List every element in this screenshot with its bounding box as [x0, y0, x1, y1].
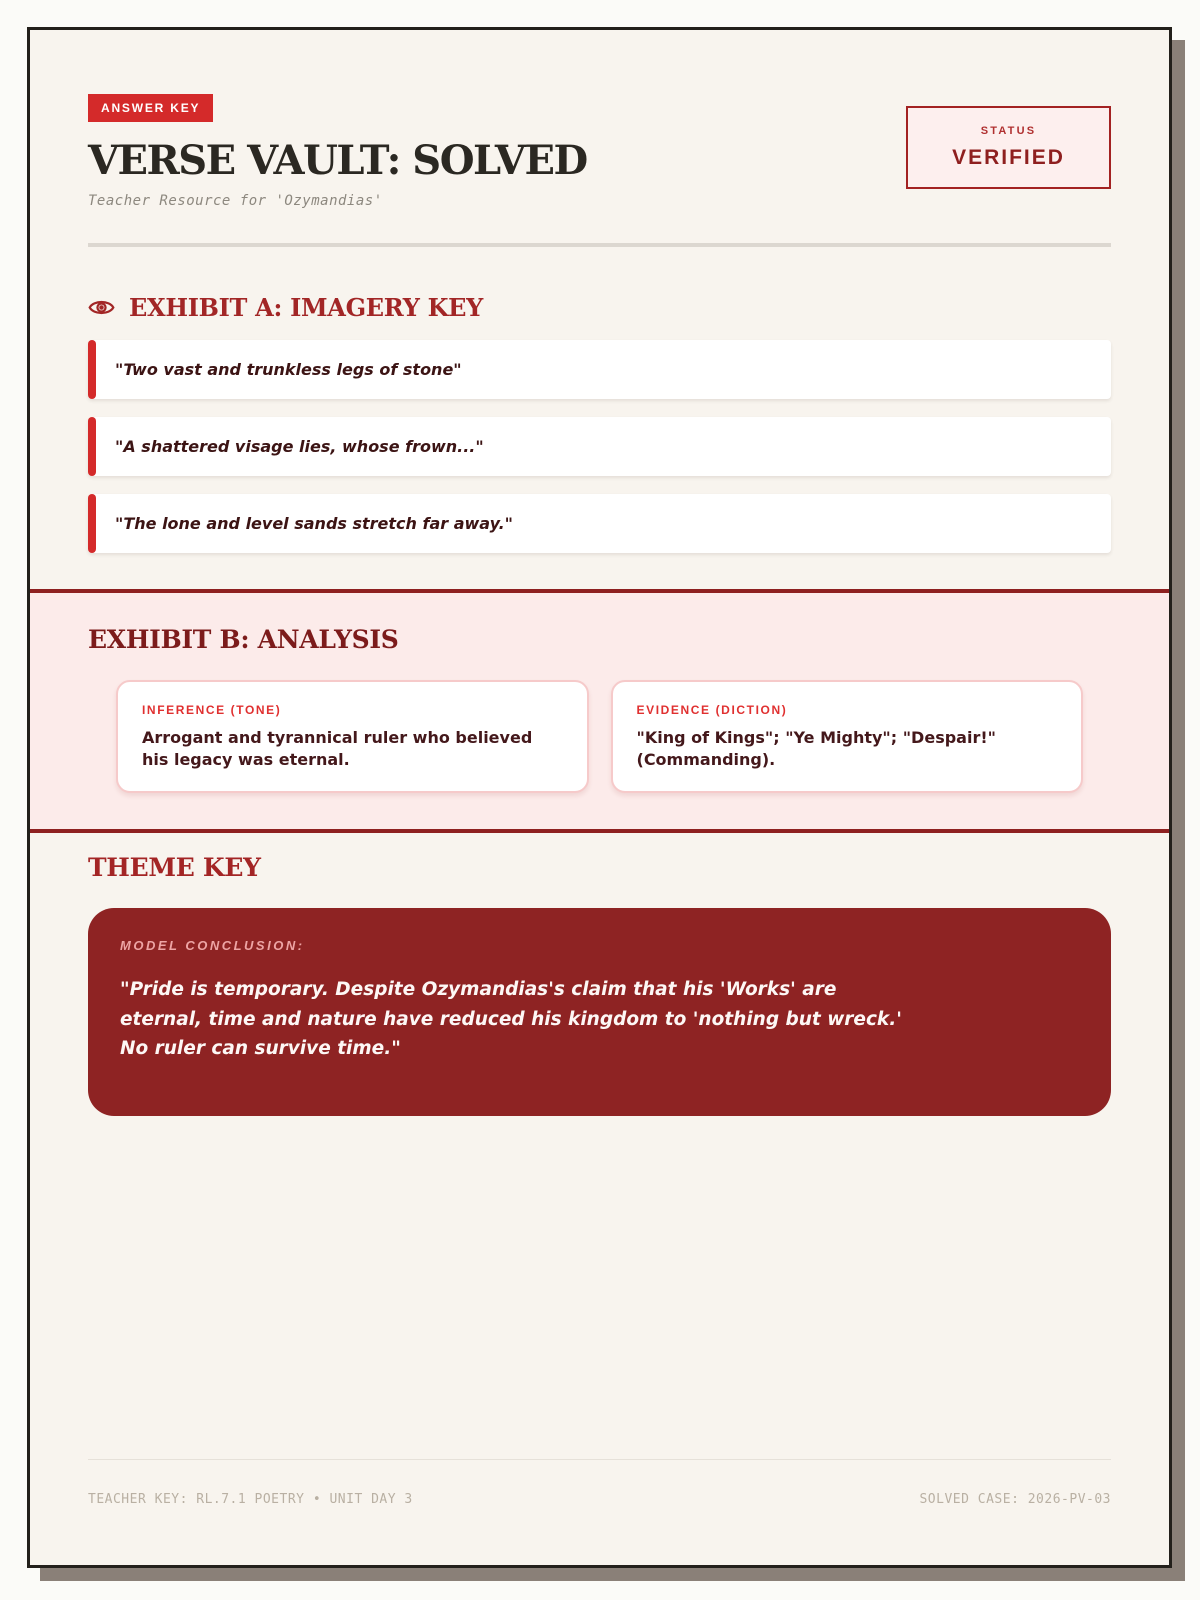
- inference-label: INFERENCE (TONE): [142, 703, 282, 717]
- worksheet-page: [27, 27, 1172, 1568]
- exhibit-b-title: EXHIBIT B: ANALYSIS: [88, 625, 399, 654]
- status-label: STATUS: [980, 125, 1037, 137]
- evidence-card: [611, 680, 1084, 793]
- exhibit-b-section: [30, 589, 1169, 833]
- eye-icon: [88, 294, 115, 321]
- footer-right-text: SOLVED CASE: 2026-PV-03: [919, 1492, 1111, 1507]
- header: [88, 94, 1111, 209]
- page-title: VERSE VAULT: SOLVED: [88, 137, 587, 184]
- theme-key-title: THEME KEY: [88, 853, 261, 883]
- header-left: [88, 94, 587, 209]
- page-footer: [88, 1459, 1111, 1507]
- inference-text: Arrogant and tyrannical ruler who believed his legacy was eternal.: [142, 728, 533, 769]
- quote-accent-bar: [88, 417, 96, 476]
- quote-text: "A shattered visage lies, whose frown...": [115, 437, 484, 456]
- model-conclusion-label: MODEL CONCLUSION:: [120, 938, 305, 954]
- quote-card: [88, 494, 1111, 553]
- quote-card: [88, 417, 1111, 476]
- quote-accent-bar: [88, 494, 96, 553]
- exhibit-a-heading-row: [88, 293, 1111, 322]
- status-box: [906, 106, 1111, 189]
- evidence-label: EVIDENCE (DICTION): [636, 703, 788, 717]
- exhibit-a-title: EXHIBIT A: IMAGERY KEY: [129, 293, 483, 322]
- analysis-grid: [88, 680, 1111, 793]
- inference-card: [116, 680, 589, 793]
- theme-key-section: [88, 853, 1111, 1116]
- exhibit-a-section: [88, 293, 1111, 553]
- header-divider: [88, 243, 1111, 247]
- model-conclusion-text: "Pride is temporary. Despite Ozymandias's claim that his 'Works' are eternal, time and nature have reduced his kingdom to 'nothing but wreck.' No ruler can survive time.": [120, 979, 902, 1060]
- quote-text: "Two vast and trunkless legs of stone": [115, 360, 462, 379]
- quote-card: [88, 340, 1111, 399]
- evidence-text: "King of Kings"; "Ye Mighty"; "Despair!" (Commanding).: [636, 728, 996, 769]
- page-subtitle: Teacher Resource for 'Ozymandias': [88, 193, 383, 209]
- quote-text: "The lone and level sands stretch far away.": [115, 514, 513, 533]
- status-badge: VERIFIED: [952, 146, 1065, 169]
- model-conclusion-box: [88, 908, 1111, 1116]
- footer-left-text: TEACHER KEY: RL.7.1 POETRY • UNIT DAY 3: [88, 1492, 413, 1507]
- answer-key-badge: ANSWER KEY: [88, 94, 213, 122]
- quote-accent-bar: [88, 340, 96, 399]
